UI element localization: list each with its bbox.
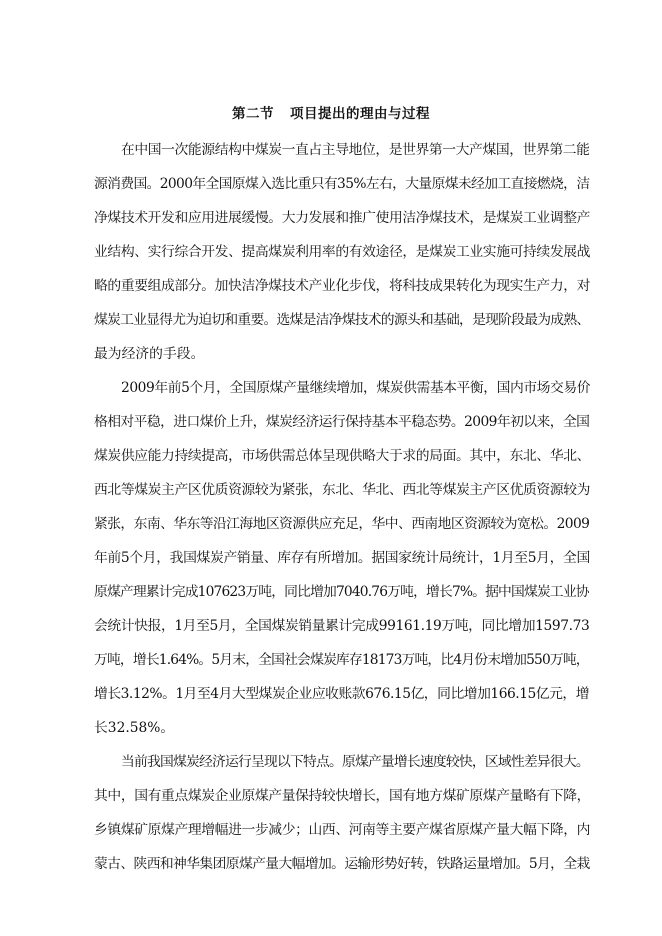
paragraph-2-line-7: 原煤产理累计完成107623万吨，同比增加7040.76万吨，增长7%。据中国煤炭工业协 — [94, 584, 589, 600]
paragraph-2-line-3: 煤炭供应能力持续提高，市场供需总体呈现供略大于求的局面。其中，东北、华北、 — [94, 448, 591, 464]
paragraph-3-line-1: 当前我国煤炭经济运行呈现以下特点。原煤产量增长速度较快，区域性差异很大。 — [121, 754, 589, 770]
paragraph-1-line-1: 在中国一次能源结构中煤炭一直占主导地位，是世界第一大产煤国，世界第二能 — [121, 142, 590, 158]
paragraph-1-line-5: 略的重要组成部分。加快洁净煤技术产业化步伐，将科技成果转化为现实生产力，对 — [94, 278, 591, 294]
paragraph-1-line-6: 煤炭工业显得尤为迫切和重要。选煤是洁净煤技术的源头和基础，是现阶段最为成熟、 — [94, 312, 590, 328]
paragraph-3-line-3: 乡镇煤矿原煤产理增幅进一步减少；山西、河南等主要产煤省原煤产量大幅下降，内 — [94, 822, 591, 838]
paragraph-1-line-2: 源消费国。2000年全国原煤入选比重只有35%左右，大量原煤未经加工直接燃烧，洁 — [94, 176, 590, 192]
paragraph-2-line-10: 增长3.12%。1月至4月大型煤炭企业应收账款676.15亿，同比增加166.15亿元，增 — [94, 686, 590, 702]
section-title: 项目提出的理由与过程 — [290, 106, 430, 122]
paragraph-2-line-6: 年前5个月，我国煤炭产销量、库存有所增加。据国家统计局统计，1月至5月，全国 — [94, 550, 590, 566]
paragraph-3-line-2: 其中，国有重点煤炭企业原煤产量保持较快增长，国有地方煤矿原煤产量略有下降， — [94, 788, 591, 804]
paragraph-2-line-1: 2009年前5个月，全国原煤产量继续增加，煤炭供需基本平衡，国内市场交易价 — [121, 380, 591, 396]
paragraph-2-line-9: 万吨，增长1.64%。5月末，全国社会煤炭库存18173万吨，比4月份末增加550万吨， — [94, 652, 589, 668]
paragraph-2-line-2: 格相对平稳，进口煤价上升，煤炭经济运行保持基本平稳态势。2009年初以来，全国 — [94, 414, 590, 430]
section-heading — [0, 104, 662, 124]
paragraph-1-line-7: 最为经济的手段。 — [94, 346, 205, 362]
paragraph-3-line-4: 蒙古、陕西和神华集团原煤产量大幅增加。运输形势好转，铁路运量增加。5月，全栽 — [94, 856, 590, 872]
section-number: 第二节 — [232, 106, 274, 122]
paragraph-2-line-5: 紧张，东南、华东等沿江海地区资源供应充足，华中、西南地区资源较为宽松。2009 — [94, 516, 590, 532]
paragraph-2-line-8: 会统计快报，1月至5月，全国煤炭销量累计完成99161.19万吨，同比增加1597.73 — [94, 618, 590, 634]
paragraph-1-line-3: 净煤技术开发和应用进展缓慢。大力发展和推广使用洁净煤技术，是煤炭工业调整产 — [94, 210, 591, 226]
paragraph-1-line-4: 业结构、实行综合开发、提高煤炭利用率的有效途径，是煤炭工业实施可持续发展战 — [94, 244, 591, 260]
paragraph-2-line-11: 长32.58%。 — [94, 720, 175, 736]
paragraph-2-line-4: 西北等煤炭主产区优质资源较为紧张，东北、华北、西北等煤炭主产区优质资源较为 — [94, 482, 591, 498]
